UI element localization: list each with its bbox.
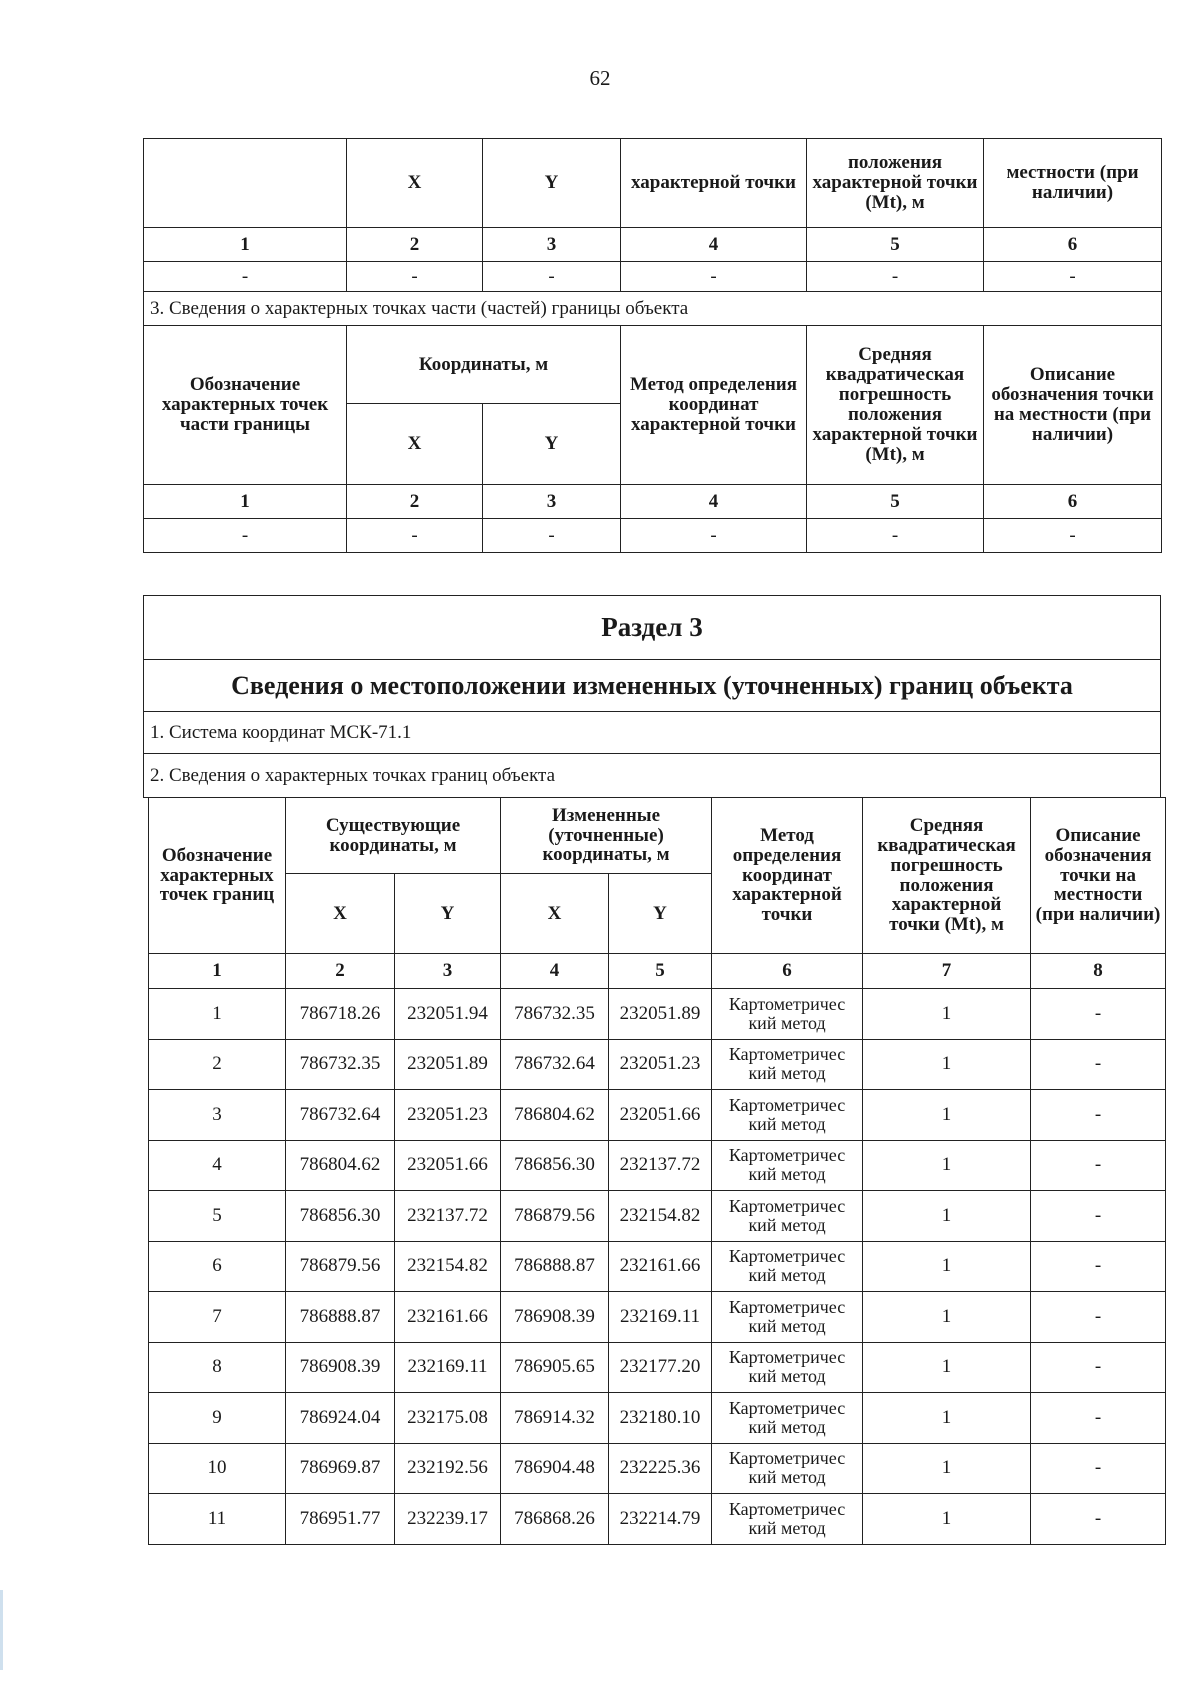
column-number: 4 [501,954,609,989]
method: Картометричес кий метод [712,989,863,1040]
table-row [149,1140,1166,1191]
method: Картометричес кий метод [712,1494,863,1545]
header-cell: X [347,139,483,228]
description: - [1031,1393,1166,1444]
existing-y: 232051.66 [395,1140,501,1191]
section-3-heading: 3. Сведения о характерных точках части (частей) границы объекта [144,292,1162,326]
header-method: Метод определения координат характерной точки [621,326,807,485]
table-cell: - [807,262,984,292]
table-row [149,1241,1166,1292]
column-number: 3 [395,954,501,989]
point-number: 7 [149,1292,286,1343]
mean-error: 1 [863,1292,1031,1343]
existing-x: 786732.35 [286,1039,395,1090]
header-cell [144,139,347,228]
mean-error: 1 [863,1494,1031,1545]
table-cell: - [483,262,621,292]
points-heading: 2. Сведения о характерных точках границ объекта [144,754,1161,798]
table-row [149,1393,1166,1444]
existing-y: 232169.11 [395,1342,501,1393]
existing-y: 232161.66 [395,1292,501,1343]
description: - [1031,1191,1166,1242]
mean-error: 1 [863,1393,1031,1444]
mean-error: 1 [863,989,1031,1040]
table-row [149,1494,1166,1545]
header-error: Средняя квадратическая погрешность положения характерной точки (Mt), м [863,798,1031,954]
existing-y: 232154.82 [395,1241,501,1292]
table-cell: - [984,519,1162,553]
point-number: 3 [149,1090,286,1141]
changed-y: 232154.82 [609,1191,712,1242]
column-number: 2 [347,485,483,519]
changed-x: 786908.39 [501,1292,609,1343]
table-row [149,1342,1166,1393]
column-number: 6 [984,485,1162,519]
point-number: 9 [149,1393,286,1444]
mean-error: 1 [863,1191,1031,1242]
column-number: 4 [621,228,807,262]
header-description: Описание обозначения точки на местности (при наличии) [1031,798,1166,954]
header-existing-coordinates: Существующие координаты, м [286,798,501,874]
existing-x: 786924.04 [286,1393,395,1444]
mean-error: 1 [863,1342,1031,1393]
changed-x: 786732.64 [501,1039,609,1090]
point-number: 5 [149,1191,286,1242]
existing-y: 232051.89 [395,1039,501,1090]
table-cell: - [347,519,483,553]
header-changed-coordinates: Измененные (уточненные) координаты, м [501,798,712,874]
header-coordinates: Координаты, м [347,326,621,404]
point-number: 6 [149,1241,286,1292]
changed-x: 786888.87 [501,1241,609,1292]
header-y: Y [483,404,621,485]
header-x: X [347,404,483,485]
mean-error: 1 [863,1090,1031,1141]
method: Картометричес кий метод [712,1191,863,1242]
column-number-row [144,228,1162,262]
mean-error: 1 [863,1140,1031,1191]
section-title: Раздел 3 [144,596,1161,660]
existing-x: 786732.64 [286,1090,395,1141]
point-number: 2 [149,1039,286,1090]
table-cell: - [483,519,621,553]
existing-y: 232051.94 [395,989,501,1040]
existing-x: 786951.77 [286,1494,395,1545]
changed-y: 232169.11 [609,1292,712,1343]
column-number: 1 [144,485,347,519]
header-cell: характерной точки [621,139,807,228]
method: Картометричес кий метод [712,1039,863,1090]
table-cell: - [621,262,807,292]
point-number: 11 [149,1494,286,1545]
column-number: 5 [807,485,984,519]
header-cell: местности (при наличии) [984,139,1162,228]
column-number: 6 [712,954,863,989]
header-designation: Обозначение характерных точек границ [149,798,286,954]
part-boundary-table [143,138,1162,553]
table-row [149,1292,1166,1343]
table-cell: - [347,262,483,292]
changed-x: 786904.48 [501,1443,609,1494]
method: Картометричес кий метод [712,1292,863,1343]
column-number: 1 [144,228,347,262]
column-number: 7 [863,954,1031,989]
table-body [149,989,1166,1545]
changed-y: 232161.66 [609,1241,712,1292]
description: - [1031,1342,1166,1393]
existing-x: 786969.87 [286,1443,395,1494]
column-number: 6 [984,228,1162,262]
changed-y: 232214.79 [609,1494,712,1545]
header-description: Описание обозначения точки на местности (при наличии) [984,326,1162,485]
changed-x: 786856.30 [501,1140,609,1191]
section-header-table [143,595,1161,798]
point-number: 10 [149,1443,286,1494]
header-error: Средняя квадратическая погрешность положения характерной точки (Mt), м [807,326,984,485]
changed-y: 232051.23 [609,1039,712,1090]
changed-x: 786804.62 [501,1090,609,1141]
header-cell: Y [483,139,621,228]
empty-row [144,262,1162,292]
column-number: 4 [621,485,807,519]
header-method: Метод определения координат характерной точки [712,798,863,954]
table-cell: - [144,519,347,553]
description: - [1031,989,1166,1040]
point-number: 4 [149,1140,286,1191]
existing-y: 232239.17 [395,1494,501,1545]
description: - [1031,1090,1166,1141]
table-row [149,1191,1166,1242]
mean-error: 1 [863,1241,1031,1292]
mean-error: 1 [863,1443,1031,1494]
method: Картометричес кий метод [712,1443,863,1494]
existing-x: 786908.39 [286,1342,395,1393]
existing-y: 232051.23 [395,1090,501,1141]
continued-header-row [144,139,1162,228]
column-number: 3 [483,228,621,262]
column-number-row [149,954,1166,989]
header-changed-y: Y [609,874,712,954]
changed-y: 232137.72 [609,1140,712,1191]
column-number: 2 [286,954,395,989]
column-number: 3 [483,485,621,519]
method: Картометричес кий метод [712,1241,863,1292]
point-number: 1 [149,989,286,1040]
empty-row [144,519,1162,553]
changed-y: 232225.36 [609,1443,712,1494]
method: Картометричес кий метод [712,1342,863,1393]
table-row [149,1443,1166,1494]
boundary-points-table [148,797,1166,1545]
column-number: 1 [149,954,286,989]
method: Картометричес кий метод [712,1140,863,1191]
table-cell: - [807,519,984,553]
column-number: 5 [807,228,984,262]
description: - [1031,1494,1166,1545]
existing-y: 232192.56 [395,1443,501,1494]
scan-edge-mark [0,1590,3,1670]
changed-y: 232180.10 [609,1393,712,1444]
coordinate-system: 1. Система координат МСК-71.1 [144,712,1161,754]
table-row [149,1090,1166,1141]
description: - [1031,1443,1166,1494]
header-changed-x: X [501,874,609,954]
column-number: 2 [347,228,483,262]
header-existing-y: Y [395,874,501,954]
existing-x: 786804.62 [286,1140,395,1191]
changed-y: 232177.20 [609,1342,712,1393]
column-number: 8 [1031,954,1166,989]
point-number: 8 [149,1342,286,1393]
description: - [1031,1140,1166,1191]
column-number: 5 [609,954,712,989]
mean-error: 1 [863,1039,1031,1090]
existing-y: 232137.72 [395,1191,501,1242]
method: Картометричес кий метод [712,1090,863,1141]
header-existing-x: X [286,874,395,954]
changed-x: 786868.26 [501,1494,609,1545]
table-cell: - [984,262,1162,292]
existing-x: 786879.56 [286,1241,395,1292]
table-cell: - [621,519,807,553]
header-designation: Обозначение характерных точек части границы [144,326,347,485]
changed-x: 786879.56 [501,1191,609,1242]
changed-y: 232051.89 [609,989,712,1040]
changed-x: 786732.35 [501,989,609,1040]
method: Картометричес кий метод [712,1393,863,1444]
existing-y: 232175.08 [395,1393,501,1444]
table-cell: - [144,262,347,292]
header-cell: положения характерной точки (Mt), м [807,139,984,228]
changed-y: 232051.66 [609,1090,712,1141]
table-row [149,1039,1166,1090]
changed-x: 786905.65 [501,1342,609,1393]
existing-x: 786718.26 [286,989,395,1040]
description: - [1031,1292,1166,1343]
table-row [149,989,1166,1040]
description: - [1031,1039,1166,1090]
column-number-row [144,485,1162,519]
description: - [1031,1241,1166,1292]
changed-x: 786914.32 [501,1393,609,1444]
section-subtitle: Сведения о местоположении измененных (уточненных) границ объекта [144,660,1161,712]
existing-x: 786888.87 [286,1292,395,1343]
page-number: 62 [589,66,611,90]
existing-x: 786856.30 [286,1191,395,1242]
